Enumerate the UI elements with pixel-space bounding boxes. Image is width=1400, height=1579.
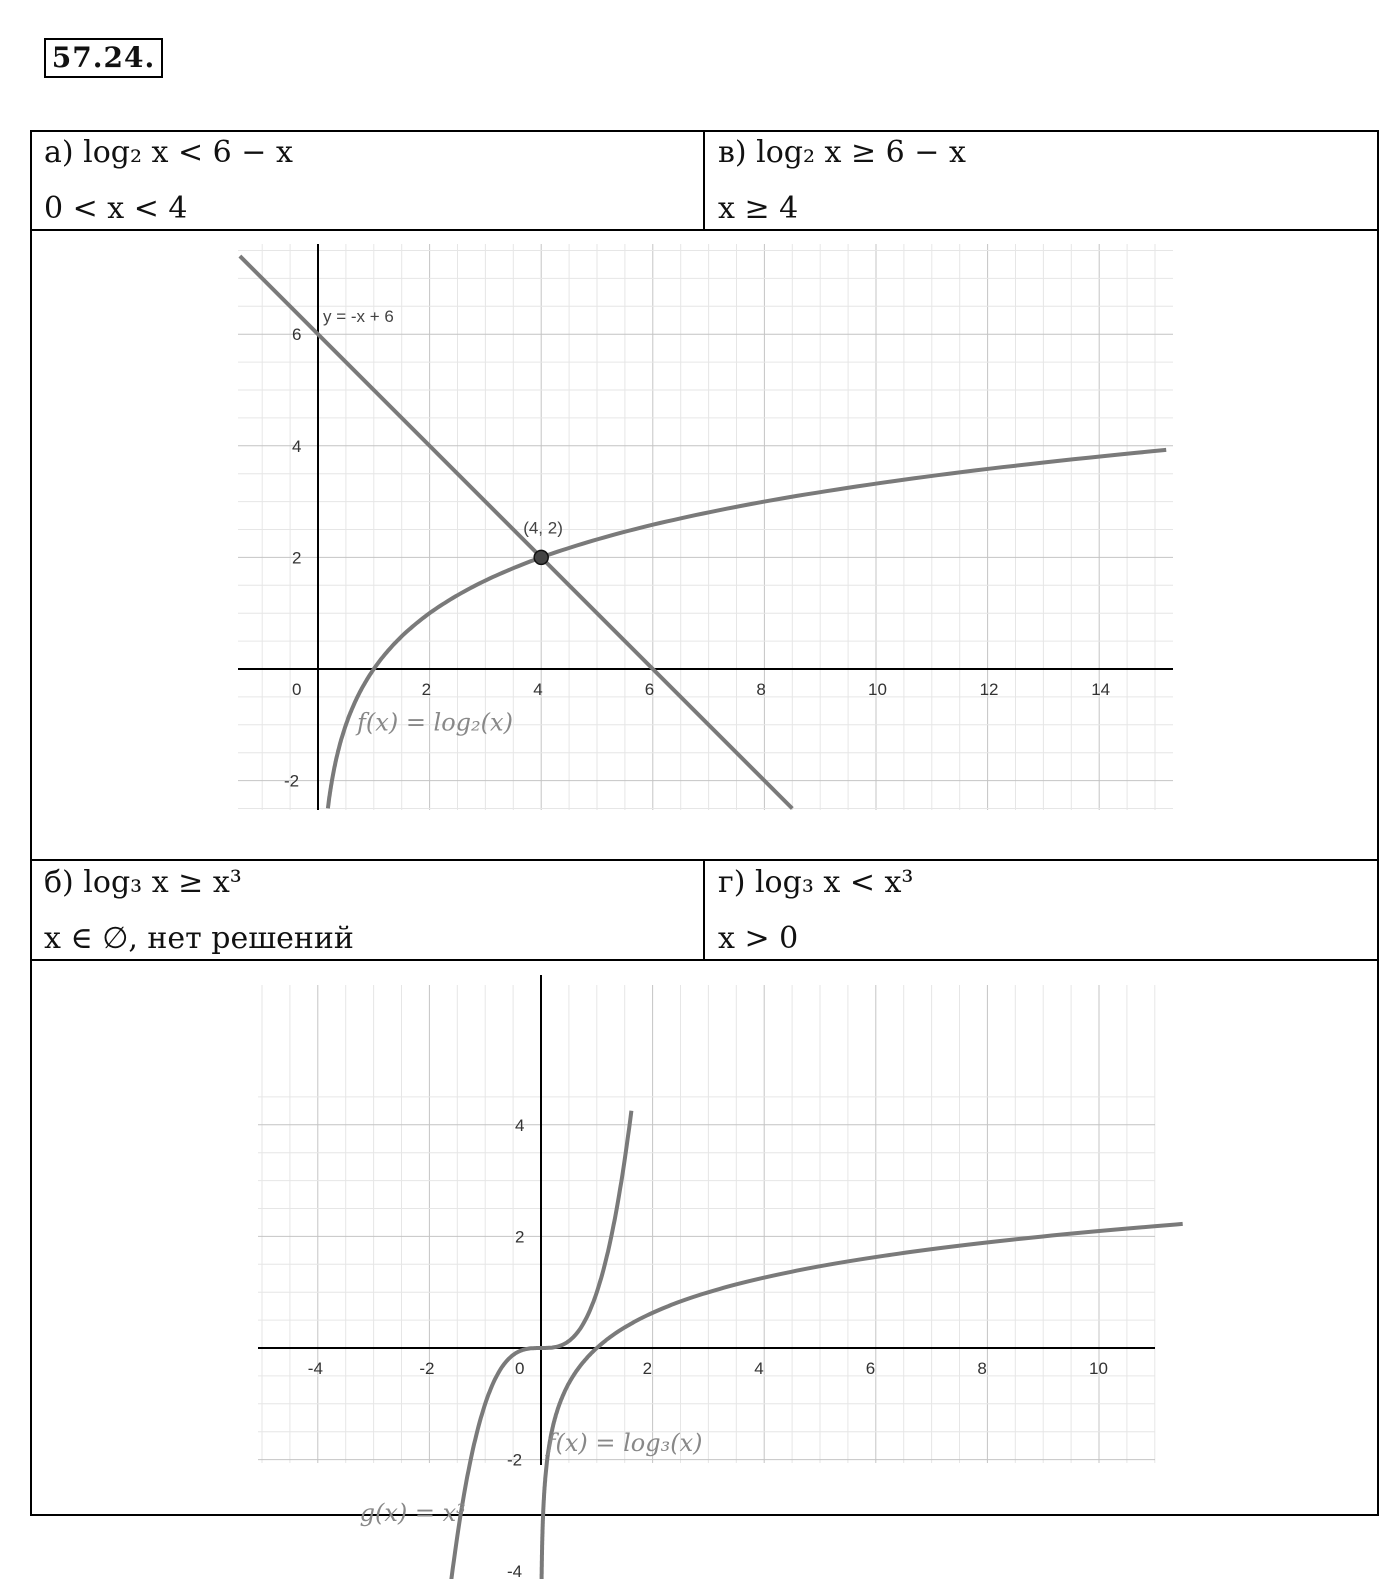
y-tick-4: 4 — [515, 1115, 525, 1135]
cell-g — [704, 860, 1379, 960]
x-tick-2: 2 — [421, 680, 432, 699]
x-tick-4: 4 — [754, 1359, 764, 1378]
graph2-grid — [258, 975, 1155, 1465]
x-tick-0: 0 — [292, 680, 302, 699]
y-tick-neg2: -2 — [284, 771, 300, 791]
intersection-point-label: (4, 2) — [523, 518, 563, 538]
cube-curve-label: g(x) = x³ — [359, 1498, 466, 1527]
graph-log3-vs-cube — [258, 975, 1155, 1579]
solution-b: x ∈ ∅, нет решений — [44, 921, 354, 956]
graph-log2-vs-line — [238, 244, 1173, 810]
x-tick-neg4: -4 — [307, 1359, 323, 1378]
line-label: y = -x + 6 — [323, 307, 394, 327]
x-tick-14: 14 — [1091, 680, 1111, 699]
solution-g: x > 0 — [718, 921, 799, 956]
x-tick-4: 4 — [533, 680, 543, 699]
x-tick-neg2: -2 — [419, 1359, 435, 1378]
y-tick-neg2: -2 — [507, 1450, 523, 1470]
cell-b — [30, 860, 704, 960]
x-tick-2: 2 — [642, 1359, 653, 1378]
table-border-left — [30, 130, 32, 1516]
x-tick-0: 0 — [515, 1359, 525, 1378]
y-tick-4: 4 — [292, 436, 302, 456]
solution-v: x ≥ 4 — [718, 191, 799, 226]
y-tick-2: 2 — [292, 548, 302, 568]
log2-curve-label: f(x) = log₂(x) — [357, 708, 513, 737]
x-tick-8: 8 — [756, 680, 766, 699]
y-tick-neg4: -4 — [507, 1562, 523, 1579]
y-tick-6: 6 — [292, 325, 302, 345]
cell-a — [30, 130, 704, 230]
graph2-background — [258, 975, 1155, 1465]
x-tick-6: 6 — [644, 680, 655, 699]
inequality-a: а) log₂ x < 6 − x — [44, 135, 293, 170]
log3-curve-label: f(x) = log₃(x) — [546, 1429, 703, 1458]
table-border-bottom — [30, 1514, 1379, 1516]
cell-v — [704, 130, 1379, 230]
x-tick-8: 8 — [977, 1359, 987, 1378]
inequality-b: б) log₃ x ≥ x³ — [44, 865, 242, 900]
solution-table — [30, 130, 1379, 1579]
solution-a: 0 < x < 4 — [44, 191, 188, 226]
intersection-point — [534, 550, 548, 564]
x-tick-10: 10 — [868, 680, 887, 699]
table-border-right — [1377, 130, 1379, 1516]
problem-number: 57.24. — [44, 38, 163, 78]
inequality-g: г) log₃ x < x³ — [718, 865, 914, 900]
x-tick-12: 12 — [979, 680, 999, 699]
x-tick-10: 10 — [1089, 1359, 1108, 1378]
inequality-v: в) log₂ x ≥ 6 − x — [718, 135, 966, 170]
y-tick-2: 2 — [515, 1227, 525, 1247]
x-tick-6: 6 — [865, 1359, 876, 1378]
